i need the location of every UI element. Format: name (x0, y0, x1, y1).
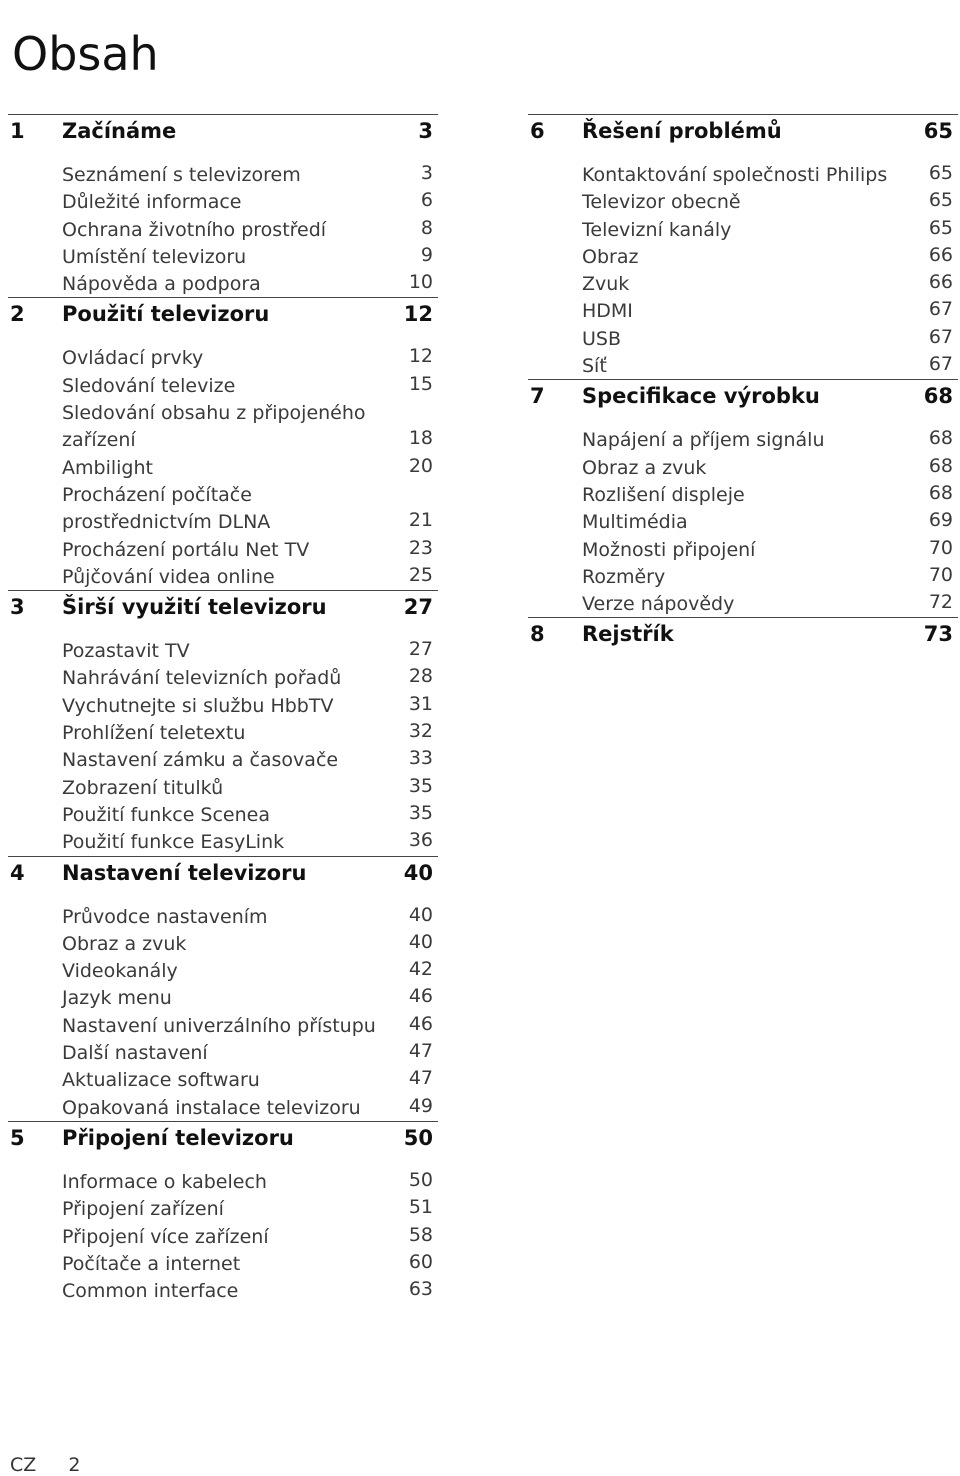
toc-entry[interactable] (8, 774, 438, 801)
toc-entry[interactable] (8, 481, 438, 536)
chapter-num: 6 (530, 119, 545, 143)
toc-entry[interactable] (8, 188, 438, 215)
toc-entry[interactable] (8, 563, 438, 590)
entry-page: 31 (408, 692, 433, 715)
entry-page: 9 (420, 243, 433, 266)
entry-name: Sledování televize (62, 374, 236, 397)
toc-entry[interactable] (8, 664, 438, 691)
entry-page: 67 (928, 325, 953, 348)
toc-entry[interactable] (8, 984, 438, 1011)
entry-page: 25 (408, 563, 433, 586)
entry-page: 40 (408, 903, 433, 926)
entry-name: Ochrana životního prostředí (62, 218, 327, 241)
entry-name: Rozměry (582, 565, 666, 588)
entry-page: 33 (408, 747, 433, 770)
entry-name: Možnosti připojení (582, 538, 756, 561)
chapter-num: 2 (10, 302, 25, 327)
toc-entry[interactable] (8, 957, 438, 984)
toc-entry[interactable] (8, 692, 438, 719)
entry-name: Opakovaná instalace televizoru (62, 1096, 361, 1119)
entry-page: 42 (408, 958, 433, 981)
toc-left-column (8, 114, 438, 1304)
toc-entry[interactable] (528, 188, 958, 215)
entry-page: 46 (408, 985, 433, 1008)
entry-page: 51 (408, 1196, 433, 1219)
entry-name: Zobrazení titulků (62, 776, 224, 799)
entry-page: 27 (408, 638, 433, 661)
entry-name: Seznámení s televizorem (62, 164, 301, 186)
toc-entry[interactable] (528, 426, 958, 453)
entry-name: Použití funkce EasyLink (62, 831, 285, 854)
entry-page: 68 (928, 481, 953, 504)
chapter-name: Připojení televizoru (62, 1125, 294, 1150)
entry-name: Videokanály (62, 960, 178, 983)
entry-name: USB (582, 327, 622, 350)
entry-page: 69 (928, 509, 953, 532)
entry-name: Připojení více zařízení (62, 1225, 269, 1248)
toc-entry[interactable] (8, 344, 438, 371)
toc-entry[interactable] (8, 372, 438, 399)
entry-name: Rozlišení displeje (582, 483, 745, 506)
entry-name: Umístění televizoru (62, 245, 247, 268)
chapter-page: 65 (923, 119, 953, 143)
toc-entry[interactable] (528, 297, 958, 324)
entry-page: 35 (408, 774, 433, 797)
toc-chapter[interactable] (8, 1121, 438, 1158)
entry-name: Obraz a zvuk (582, 456, 707, 479)
toc-entry[interactable] (8, 161, 438, 188)
footer-page-number: 2 (68, 1454, 81, 1476)
entry-page: 65 (928, 162, 953, 184)
entry-page: 65 (928, 216, 953, 239)
entry-name: Připojení zařízení (62, 1198, 224, 1221)
toc-entry[interactable] (8, 536, 438, 563)
toc-chapter[interactable] (528, 379, 958, 416)
toc-entry[interactable] (8, 1094, 438, 1121)
toc-right-column (528, 114, 958, 664)
toc-entry[interactable] (8, 1012, 438, 1039)
entry-page: 72 (928, 591, 953, 614)
entry-page: 28 (408, 665, 433, 688)
toc-entry[interactable] (8, 243, 438, 270)
toc-entry[interactable] (8, 1039, 438, 1066)
toc-entry[interactable] (8, 1168, 438, 1195)
entry-name: Důležité informace (62, 191, 242, 214)
entry-page: 36 (408, 829, 433, 852)
entry-name: Televizní kanály (582, 218, 732, 241)
entry-page: 70 (928, 536, 953, 559)
entry-page: 23 (408, 536, 433, 559)
entry-name: Další nastavení (62, 1042, 208, 1065)
entry-name: HDMI (582, 300, 633, 323)
toc-entry[interactable] (528, 216, 958, 243)
toc-entry[interactable] (528, 536, 958, 563)
toc-entry[interactable] (528, 481, 958, 508)
chapter-num: 8 (530, 622, 545, 647)
entry-name: Aktualizace softwaru (62, 1069, 260, 1092)
entry-name: Ovládací prvky (62, 347, 204, 370)
entry-page: 66 (928, 271, 953, 294)
chapter-page: 27 (403, 595, 433, 620)
entry-name: Nahrávání televizních pořadů (62, 667, 342, 690)
entry-page: 32 (408, 720, 433, 743)
entry-page: 3 (420, 162, 433, 184)
toc-entry[interactable] (8, 930, 438, 957)
chapter-name: Řešení problémů (582, 119, 782, 143)
toc-chapter[interactable] (8, 114, 438, 151)
entry-name: Ambilight (62, 456, 153, 479)
chapter-num: 4 (10, 860, 25, 885)
entry-name: Informace o kabelech (62, 1170, 267, 1193)
toc-entry[interactable] (8, 454, 438, 481)
entry-name: Sledování obsahu z připojeného zařízení (62, 402, 366, 452)
entry-name: Půjčování videa online (62, 565, 275, 588)
toc-entry[interactable] (8, 399, 438, 454)
entry-page: 47 (408, 1040, 433, 1063)
entry-page: 60 (408, 1250, 433, 1273)
toc-entry[interactable] (8, 637, 438, 664)
entry-page: 20 (408, 454, 433, 477)
entry-name: Obraz a zvuk (62, 932, 187, 955)
entry-page: 10 (408, 271, 433, 294)
entry-page: 70 (928, 563, 953, 586)
chapter-name: Specifikace výrobku (582, 384, 820, 409)
entry-name: Napájení a příjem signálu (582, 429, 825, 452)
entry-page: 12 (408, 345, 433, 368)
entry-name: Vychutnejte si službu HbbTV (62, 694, 334, 717)
toc-chapter[interactable] (528, 617, 958, 654)
entry-name: Common interface (62, 1280, 239, 1303)
entry-page: 40 (408, 930, 433, 953)
toc-entry[interactable] (8, 801, 438, 828)
entry-page: 65 (928, 189, 953, 212)
chapter-name: Začínáme (62, 119, 177, 143)
entry-name: Procházení portálu Net TV (62, 538, 310, 561)
toc-entry[interactable] (528, 325, 958, 352)
entry-name: Jazyk menu (62, 987, 172, 1010)
toc-entry[interactable] (528, 270, 958, 297)
chapter-page: 68 (923, 384, 953, 409)
toc-entry[interactable] (528, 161, 958, 188)
entry-page: 18 (408, 427, 433, 450)
entry-page: 35 (408, 801, 433, 824)
toc-entry[interactable] (528, 508, 958, 535)
toc-entry[interactable] (8, 719, 438, 746)
toc-entry[interactable] (8, 1223, 438, 1250)
chapter-name: Použití televizoru (62, 302, 270, 327)
entry-page: 67 (928, 353, 953, 376)
entry-name: Použití funkce Scenea (62, 803, 270, 826)
toc-entry[interactable] (8, 746, 438, 773)
toc-entry[interactable] (8, 270, 438, 297)
toc-entry[interactable] (8, 828, 438, 855)
chapter-page: 3 (418, 119, 433, 143)
toc-entry[interactable] (8, 903, 438, 930)
chapter-page: 40 (403, 860, 433, 885)
toc-chapter[interactable] (8, 856, 438, 893)
entry-page: 68 (928, 427, 953, 450)
toc-entry[interactable] (8, 1250, 438, 1277)
chapter-name: Nastavení televizoru (62, 860, 307, 885)
toc-entry[interactable] (8, 1195, 438, 1222)
entry-name: Televizor obecně (582, 191, 741, 214)
entry-name: Průvodce nastavením (62, 905, 268, 928)
entry-name: Počítače a internet (62, 1252, 241, 1275)
chapter-num: 3 (10, 595, 25, 620)
entry-page: 67 (928, 298, 953, 321)
toc-entry[interactable] (528, 243, 958, 270)
toc-chapter[interactable] (8, 590, 438, 627)
toc-entry[interactable] (8, 216, 438, 243)
entry-name: Obraz (582, 245, 639, 268)
entry-name: Multimédia (582, 511, 688, 534)
page-title: Obsah (12, 26, 159, 81)
entry-page: 15 (408, 372, 433, 395)
entry-page: 50 (408, 1168, 433, 1191)
chapter-num: 1 (10, 119, 25, 143)
entry-page: 21 (408, 509, 433, 532)
entry-page: 8 (420, 216, 433, 239)
toc-chapter[interactable] (528, 114, 958, 151)
chapter-name: Širší využití televizoru (62, 595, 327, 620)
entry-name: Prohlížení teletextu (62, 722, 246, 745)
chapter-name: Rejstřík (582, 622, 674, 647)
entry-name: Nastavení zámku a časovače (62, 749, 339, 772)
entry-name: Zvuk (582, 273, 630, 296)
entry-page: 6 (420, 189, 433, 212)
entry-page: 46 (408, 1012, 433, 1035)
entry-name: Nastavení univerzálního přístupu (62, 1014, 376, 1037)
entry-name: Kontaktování společnosti Philips (582, 164, 888, 186)
chapter-page: 73 (923, 622, 953, 647)
entry-page: 68 (928, 454, 953, 477)
chapter-num: 5 (10, 1125, 25, 1150)
toc-entry[interactable] (528, 563, 958, 590)
entry-name: Procházení počítače prostřednictvím DLNA (62, 483, 271, 534)
entry-name: Verze nápovědy (582, 593, 735, 616)
chapter-num: 7 (530, 384, 545, 409)
toc-entry[interactable] (8, 1066, 438, 1093)
toc-entry[interactable] (8, 1277, 438, 1304)
entry-page: 66 (928, 243, 953, 266)
toc-entry[interactable] (528, 454, 958, 481)
footer-language: CZ (10, 1454, 37, 1476)
toc-entry[interactable] (528, 590, 958, 617)
toc-chapter[interactable] (8, 297, 438, 334)
entry-page: 49 (408, 1094, 433, 1117)
entry-name: Pozastavit TV (62, 640, 190, 663)
entry-name: Síť (582, 355, 607, 378)
entry-page: 58 (408, 1223, 433, 1246)
page-footer (10, 1454, 106, 1476)
entry-page: 63 (408, 1278, 433, 1301)
entry-page: 47 (408, 1067, 433, 1090)
toc-entry[interactable] (528, 352, 958, 379)
chapter-page: 50 (403, 1125, 433, 1150)
entry-name: Nápověda a podpora (62, 273, 261, 296)
chapter-page: 12 (403, 302, 433, 327)
